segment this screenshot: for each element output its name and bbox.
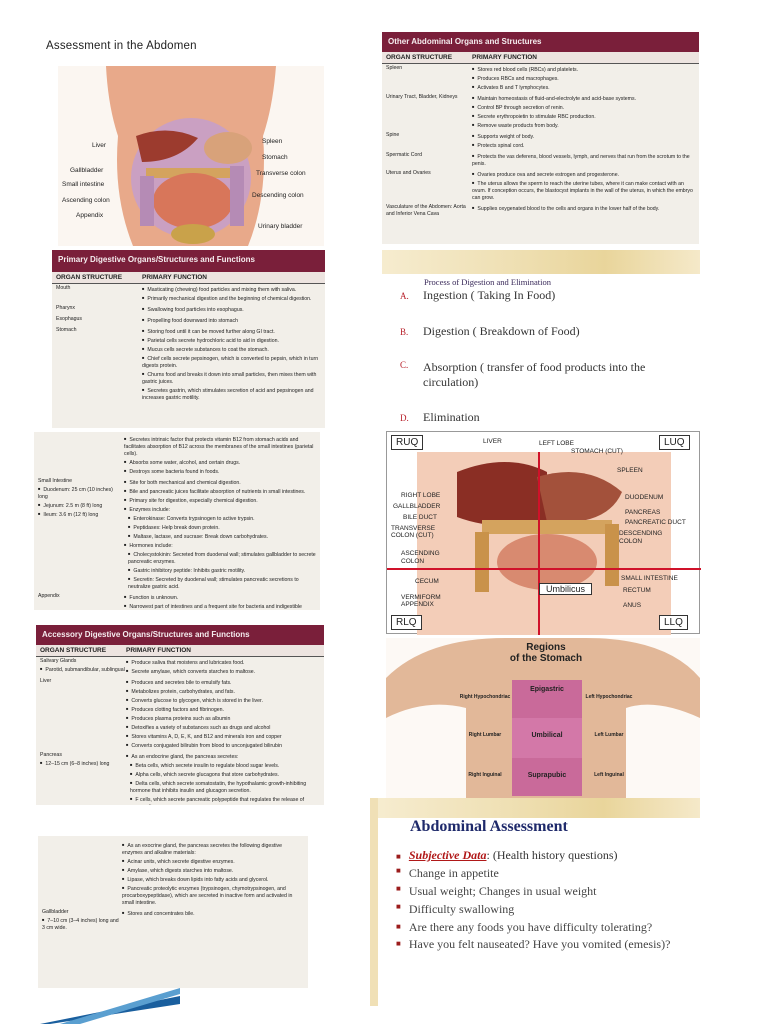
other-organs-table [382,32,699,244]
list-item: ■ Usual weight; Changes in usual weight [396,884,597,898]
floral-banner [382,250,700,274]
table-row: Stomach ■ Storing food until it can be moved further along GI tract. ■ Parietal cells secrete hydrochloric acid to aid in digestion. ■ Mucus cells secrete substances to coat the stomach. ■ Chief cells secrete pepsinogen, which is converted to pepsin, which in turn digests protein. ■ Churns food and breaks it down into small particles, then mixes them with gastric juices. ■ Secretes gastrin, which stimulates secretion of acid and pepsinogen and increases gastric motility. [52,326,325,403]
quadrant-luq: LUQ [659,435,690,450]
table-row: Spine ■ Supports weight of body. ■ Protects spinal cord. [382,131,699,151]
list-item: ■ Change in appetite [396,866,499,880]
col-function: PRIMARY FUNCTION [472,54,537,61]
table-row: Uterus and Ovaries ■ Ovaries produce ova and secrete estrogen and progesterone. ■ The uterus allows the sperm to reach the uterine tubes, where it can make contact with an ovum. If conception occurs, the blastocyst implants in the wall of the uterus, in which the embryo can grow. [382,169,699,203]
label-small-intestine: SMALL INTESTINE [621,575,678,582]
list-item: A. Ingestion ( Taking In Food) [400,288,556,302]
label-vermiform-appendix: VERMIFORM APPENDIX [401,594,441,608]
label-stomach: Stomach [262,154,288,161]
label-transverse-colon: Transverse colon [256,170,306,177]
primary-digestive-table [52,250,325,428]
list-item: C. Absorption ( transfer of food products into the circulation) [400,360,646,389]
col-organ: ORGAN STRUCTURE [386,54,453,61]
label-pancreatic-duct: PANCREATIC DUCT [625,519,686,526]
label-descending-colon: DESCENDING COLON [619,530,663,545]
bullet-icon: ■ [396,852,401,861]
stomach-regions-figure [386,638,700,798]
table-row: Mouth ■ Masticating (chewing) food particles and mixing them with saliva. ■ Primarily mechanical digestion and the beginning of chemical digestion. [52,284,325,304]
region-right-lumbar: Right Lumbar [468,732,502,738]
table-row: Vasculature of the Abdomen: Aorta and Inferior Vena Cava ■ Supplies oxygenated blood to the cells and organs in the lower half of the body. [382,203,699,219]
abdominal-assessment-slide [370,798,700,1006]
table-row: Small Intestine ■ Duodenum: 25 cm (10 inches) long ■ Jejunum: 2.5 m (8 ft) long ■ Ileum: 3.6 m (12 ft) long ■ Site for both mechanical and chemical digestion. ■ Bile and pancreatic juices facilitate absorption of nutrients in small intestines. ■ Primary site for digestion, especially chemical digestion. ■ Enzymes include: ■ Enterokinase: Converts trypsinogen to active trypsin. ■ Peptidases: Help break down protein. ■ Maltase, lactase, and sucrase: Break down carbohydrates. ■ Hormones include: ■ Cholecystokinin: Secreted from duodenal wall; stimulates gallbladder to secrete pancreatic enzymes. ■ Gastric inhibitory peptide: Inhibits gastric motility. ■ Secretin: Secreted by duodenal wall; stimulates pancreatic secretions to neutralize gastric acid. [34,477,320,592]
bullet-icon: ■ [396,902,401,911]
list-item: ■ Subjective Data: (Health history questions) [396,848,618,862]
table-row: ■ Secretes intrinsic factor that protects vitamin B12 from stomach acids and facilitates absorption of B12 across the membranes of the small intestines (parietal cells). ■ Absorbs some water, alcohol, and certain drugs. ■ Destroys some bacteria found in foods. [34,434,320,477]
assessment-bullets [396,848,696,951]
table-row: Gallbladder ■ 7–10 cm (3–4 inches) long and 3 cm wide. ■ Stores and concentrates bile. [38,908,308,933]
label-spleen: SPLEEN [617,467,643,474]
label-spleen: Spleen [262,138,283,145]
label-bile-duct: BILE DUCT [403,514,437,521]
digestion-slide [382,250,700,426]
region-right-hypochondriac: Right Hypochondriac [459,694,511,700]
floral-banner [378,798,700,818]
region-left-inguinal: Left Inguinal [594,772,624,778]
bullet-icon: ■ [396,884,401,893]
table-row: Esophagus ■ Propelling food downward into stomach [52,315,325,326]
abdomen-organs-figure [58,66,324,246]
stomach-regions-title: Regions of the Stomach [509,642,583,664]
quadrant-llq: LLQ [659,615,688,630]
accessory-digestive-continued [38,836,308,988]
table-row: Urinary Tract, Bladder, Kidneys ■ Maintain homeostasis of fluid-and-electrolyte and acid-base systems. ■ Control BP through secretion of renin. ■ Secrete erythropoietin to stimulate RBC production. ■ Remove waste products from body. [382,93,699,131]
table-title: Primary Digestive Organs/Structures and Functions [52,250,325,270]
table-row: Pancreas ■ 12–15 cm (6–8 inches) long ■ As an endocrine gland, the pancreas secretes: ■ Beta cells, which secrete insulin to regulate blood sugar levels. ■ Alpha cells, which secrete glucagons that store carbohydrates. ■ Delta cells, which secrete somatostatin, the hypothalamic growth-inhibiting hormone that inhibits insulin and glucagon secretion. ■ F cells, which secrete pancreatic polypeptide that regulates the release of [36,751,324,805]
region-umbilical: Umbilical [512,718,582,758]
table-title: Other Abdominal Organs and Structures [382,32,699,50]
label-descending-colon: Descending colon [252,192,304,199]
slide-subtitle: Process of Digestion and Elimination [424,277,552,287]
table-row: Pharynx ■ Swallowing food particles into esophagus. [52,304,325,315]
table-title: Accessory Digestive Organs/Structures and Functions [36,625,324,643]
label-gallbladder: GALLBLADDER [393,503,441,510]
bullet-icon: ■ [396,866,401,875]
region-left-lumbar: Left Lumbar [594,732,624,738]
table-row: Spleen ■ Stores red blood cells (RBCs) and platelets. ■ Produces RBCs and macrophages. ■ Activates B and T lymphocytes. [382,64,699,93]
list-item: ■ Difficulty swallowing [396,902,515,916]
label-pancreas: PANCREAS [625,509,661,516]
label-gallbladder: Gallbladder [70,167,104,174]
table-row: Salivary Glands ■ Parotid, submandibular, sublingual ■ Produce saliva that moistens and lubricates food. ■ Secrete amylase, which converts starches to maltose. [36,657,324,677]
label-rectum: RECTUM [623,587,651,594]
label-anus: ANUS [623,602,642,609]
label-liver: LIVER [483,438,502,445]
table-header [382,50,699,64]
umbilicus-label: Umbilicus [539,583,592,595]
accessory-digestive-table [36,625,324,805]
table-row: Spermatic Cord ■ Protects the vas deferens, blood vessels, lymph, and nerves that run from the scrotum to the penis. [382,151,699,169]
bullet-icon: ■ [396,922,401,931]
abdominal-quadrants-figure [386,431,700,634]
list-item: ■ Are there any foods you have difficulty tolerating? [396,920,653,934]
label-liver: Liver [92,142,107,149]
table-row: ■ As an exocrine gland, the pancreas secretes the following digestive enzymes and alkaline materials: ■ Acinar units, which secrete digestive enzymes. ■ Amylase, which digests starches into maltose. ■ Lipase, which breaks down lipids into fatty acids and glycerol. ■ Pancreatic proteolytic enzymes (trypsinogen, chymotrypsinogen, and procarboxypeptidase), which are secreted in inactive form and activated in small intestine. [38,840,308,908]
slide-title: Abdominal Assessment [410,818,568,835]
label-ascending-colon: Ascending colon [62,197,110,204]
label-duodenum: DUODENUM [625,494,664,501]
regions-grid [458,680,636,796]
region-left-hypochondriac: Left Hypochondriac [585,694,633,700]
table-row: Appendix ■ Function is unknown. ■ Narrowest part of intestines and a frequent site for bacteria and indigestible [34,592,320,610]
label-urinary-bladder: Urinary bladder [258,223,303,230]
label-transverse-colon: TRANSVERSE COLON (CUT) [391,525,436,539]
table-row: Liver ■ Produces and secretes bile to emulsify fats. ■ Metabolizes protein, carbohydrates, and fats. ■ Converts glucose to glycogen, which is stored in the liver. ■ Produces clotting factors and fibrinogen. ■ Produces plasma proteins such as albumin ■ Detoxifies a variety of substances such as drugs and alcohol ■ Stores vitamins A, D, E, K, and B12 and minerals iron and copper ■ Converts conjugated bilirubin from blood to unconjugated bilirubin [36,677,324,751]
label-stomach-cut: STOMACH (CUT) [571,448,623,455]
label-small-intestine: Small intestine [62,181,105,188]
label-appendix: Appendix [76,212,104,219]
table-header: ORGAN STRUCTURE PRIMARY FUNCTION [52,270,325,284]
region-epigastric: Epigastric [512,680,582,718]
bullet-icon: ■ [396,939,401,948]
blue-swoosh [40,988,180,1024]
label-cecum: CECUM [415,578,439,585]
table-header: ORGAN STRUCTURE PRIMARY FUNCTION [36,643,324,657]
quadrant-rlq: RLQ [391,615,422,630]
list-item: ■ Have you felt nauseated? Have you vomited (emesis)? [396,937,671,951]
label-right-lobe: RIGHT LOBE [401,492,441,499]
label-ascending-colon: ASCENDING COLON [401,550,440,565]
quadrant-ruq: RUQ [391,435,423,450]
list-item: D. Elimination [400,410,480,424]
region-suprapubic: Suprapubic [512,758,582,796]
label-left-lobe: LEFT LOBE [539,440,574,447]
primary-digestive-continued [34,432,320,610]
page-title: Assessment in the Abdomen [46,40,197,52]
region-right-inguinal: Right Inguinal [468,772,502,778]
list-item: B. Digestion ( Breakdown of Food) [400,324,580,338]
